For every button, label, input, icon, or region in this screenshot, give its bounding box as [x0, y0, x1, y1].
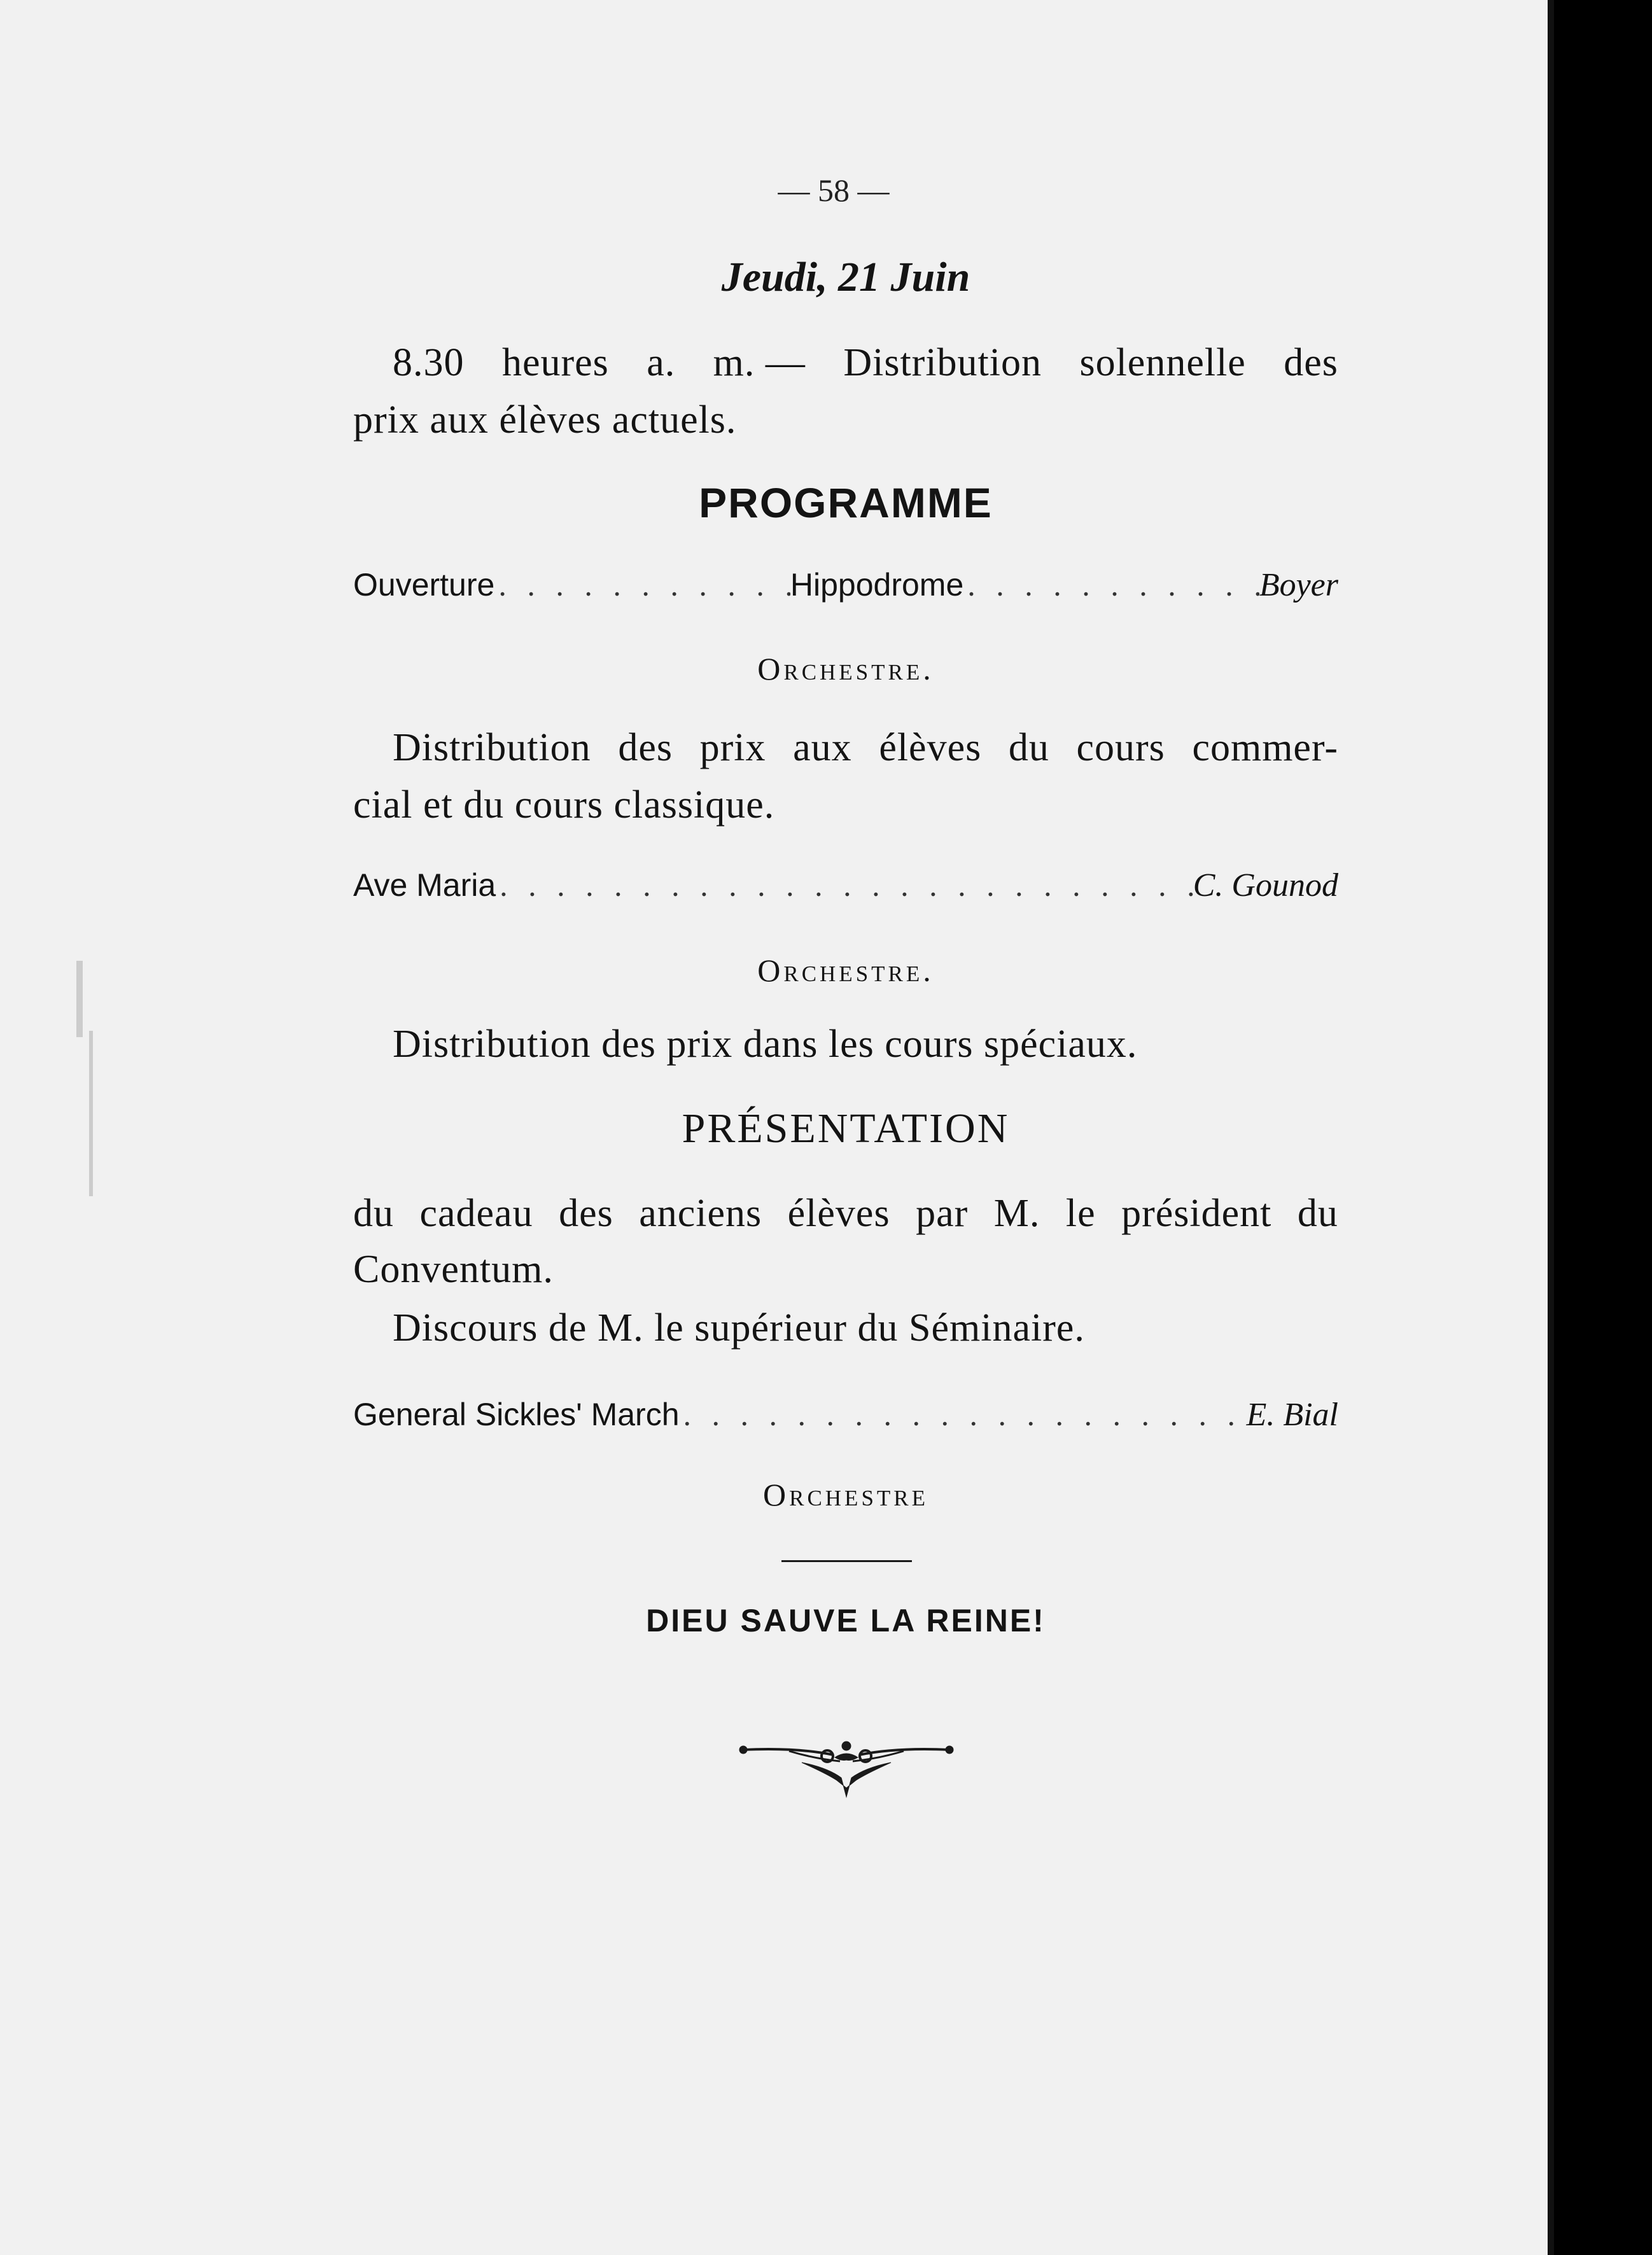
- item-label: Ouverture: [353, 567, 495, 603]
- separator-rule: [781, 1560, 912, 1562]
- leader-dots: [963, 566, 1259, 603]
- orchestre-label-3: Orchestre: [762, 1477, 929, 1512]
- item-label: Ave Maria: [353, 867, 496, 903]
- intro-word: des: [1284, 341, 1338, 384]
- para-word: des: [559, 1192, 613, 1235]
- leader-dots: [496, 867, 1193, 904]
- para-word: le: [1065, 1192, 1096, 1235]
- page-stain: [76, 961, 83, 1037]
- leader-dots: [494, 566, 790, 603]
- item-composer: E. Bial: [1246, 1397, 1338, 1433]
- para-word: élèves: [787, 1192, 890, 1235]
- para-word: élèves: [879, 726, 982, 769]
- intro-word: Distribution: [843, 341, 1042, 384]
- para-discours: Discours de M. le supérieur du Séminaire.: [393, 1306, 1085, 1350]
- para-word: président: [1121, 1192, 1272, 1235]
- page-number: — 58 —: [778, 172, 890, 208]
- fleuron-icon: [738, 1736, 955, 1806]
- intro-word: 8.30: [393, 341, 465, 384]
- para-word: commer-: [1192, 726, 1338, 769]
- presentation-title: PRÉSENTATION: [682, 1105, 1010, 1152]
- para-word: prix: [699, 726, 766, 769]
- closing-line: DIEU SAUVE LA REINE!: [646, 1603, 1046, 1638]
- programme-title: PROGRAMME: [699, 479, 993, 526]
- programme-item-general: [353, 1396, 1338, 1434]
- para-cadeau-line-2: Conventum.: [353, 1248, 554, 1291]
- intro-word: m. —: [713, 341, 806, 384]
- para-word: Distribution: [393, 726, 591, 769]
- item-composer: Boyer: [1259, 567, 1338, 603]
- date-heading: Jeudi, 21 Juin: [721, 254, 970, 300]
- para-cadeau-line-1: [353, 1191, 1338, 1236]
- programme-item-ouverture: [353, 566, 1338, 604]
- para-word: du: [1297, 1192, 1338, 1235]
- para-word: aux: [793, 726, 852, 769]
- intro-word: a.: [647, 341, 676, 384]
- para-speciaux: Distribution des prix dans les cours spéciaux.: [393, 1023, 1138, 1066]
- page-edge-shadow: [1548, 0, 1554, 2255]
- intro-line-1: [393, 340, 1338, 386]
- para-word: cadeau: [419, 1192, 533, 1235]
- intro-word: solennelle: [1079, 341, 1246, 384]
- orchestre-label-2: Orchestre.: [757, 953, 934, 988]
- item-composer: C. Gounod: [1193, 867, 1338, 904]
- item-piece: Hippodrome: [790, 567, 964, 603]
- para-word: du: [1008, 726, 1049, 769]
- para-commercial-line-1: [393, 725, 1338, 771]
- para-word: M.: [993, 1192, 1040, 1235]
- para-word: des: [618, 726, 673, 769]
- item-label: General Sickles' March: [353, 1397, 680, 1432]
- page-stain: [89, 1031, 93, 1196]
- para-commercial-line-2: cial et du cours classique.: [353, 783, 775, 827]
- para-word: cours: [1076, 726, 1165, 769]
- leader-dots: [680, 1396, 1247, 1433]
- para-word: par: [916, 1192, 969, 1235]
- programme-item-ave-maria: [353, 867, 1338, 904]
- para-word: anciens: [639, 1192, 762, 1235]
- para-word: du: [353, 1192, 394, 1235]
- intro-line-2: prix aux élèves actuels.: [353, 398, 737, 442]
- intro-word: heures: [501, 341, 609, 384]
- orchestre-label-1: Orchestre.: [757, 651, 934, 687]
